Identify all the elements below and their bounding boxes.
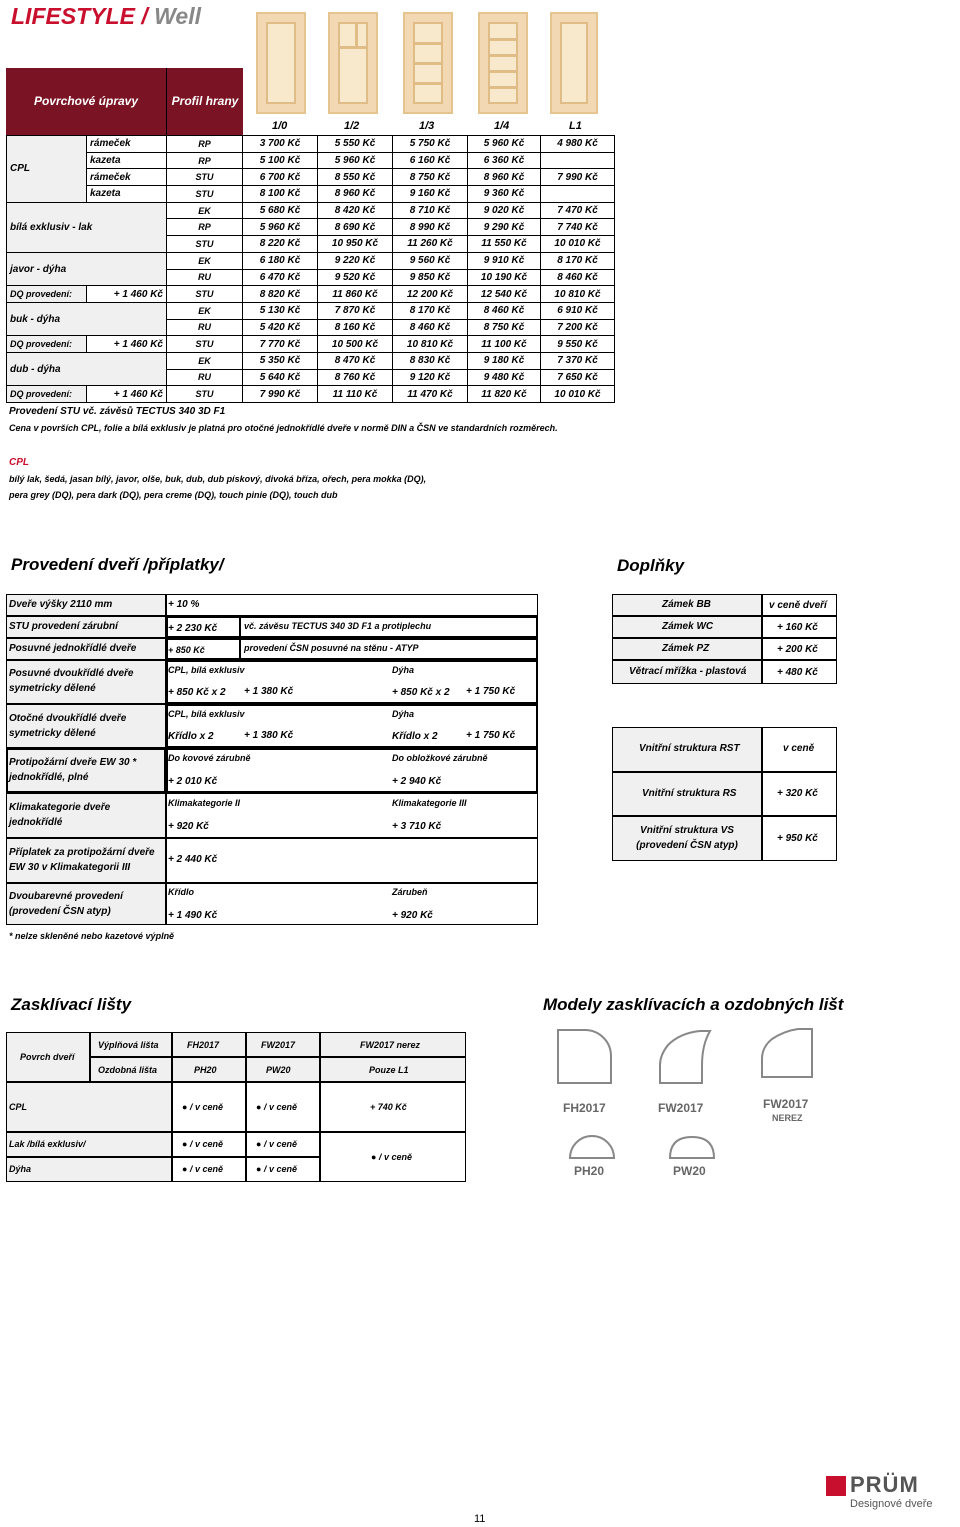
price-cell: 10 810 Kč [393,336,468,353]
model-text: Well [154,3,201,29]
price-cell [541,186,615,203]
price-cell: 6 700 Kč [243,169,318,186]
price-cell: 5 750 Kč [393,136,468,153]
price-cell: 3 700 Kč [243,136,318,153]
prov-r9-a: + 1 490 Kč [168,910,218,921]
title-separator: / [141,3,148,29]
price-cell: 8 760 Kč [318,369,393,386]
price-cell: 8 170 Kč [393,302,468,319]
price-cell: 8 830 Kč [393,352,468,369]
price-cell: 5 640 Kč [243,369,318,386]
doplnky-item-name: Zámek WC [662,621,714,632]
doplnky-item-name: Zámek PZ [662,643,710,654]
pw20-profile-icon [670,1137,714,1158]
price-cell: 11 110 Kč [318,386,393,403]
door-l1-icon [550,12,598,114]
price-note-cpl: Cena v površích CPL, folie a bílá exklusiv je platná pro otočné jednokřídlé dveře v normě DIN a ČSN ve standardních rozměrech. [9,423,558,433]
door-1-4-icon [478,12,528,114]
price-cell: 7 470 Kč [541,202,615,219]
price-cell: 11 860 Kč [318,286,393,303]
modely-label-fwn: FW2017 [763,1097,809,1111]
edge-profile: RU [167,319,243,336]
price-row [7,336,615,353]
col-1-3: 1/3 [419,120,435,132]
price-cell: 8 820 Kč [243,286,318,303]
price-cell: 6 470 Kč [243,269,318,286]
doplnky-table [612,594,837,684]
prov-r3-value: + 850 Kč [168,645,205,655]
door-1-0-icon [256,12,306,114]
lisy-h-ozdob: Ozdobná lišta [98,1065,158,1075]
cpl-title: CPL [9,457,29,468]
price-cell: 5 130 Kč [243,302,318,319]
struktura-name: Vnitřní struktura VS (provedení ČSN atyp) [636,825,738,851]
price-row [7,169,615,186]
prov-r5-a: Křídlo x 2 [168,731,214,742]
price-row [7,202,615,219]
lisy-h-vypln: Výplňová lišta [98,1040,159,1050]
prov-r5-label: Otočné dvoukřídlé dveře symetricky dělené [9,713,127,739]
lisy-c2a: FW2017 [261,1040,296,1050]
price-note-stu: Provedení STU vč. závěsů TECTUS 340 3D F1 [9,406,226,417]
price-row [7,286,615,303]
price-row [7,302,615,319]
doplnky-item-price: + 480 Kč [777,667,818,678]
lisy-row-v1: ● / v ceně [182,1102,223,1112]
prov-r4-label: Posuvné dvoukřídlé dveře symetricky dělené [9,668,134,694]
price-cell: 10 950 Kč [318,236,393,253]
lisy-row-v1: ● / v ceně [182,1139,223,1149]
price-cell: 8 160 Kč [318,319,393,336]
edge-profile: STU [167,186,243,203]
dq-surcharge: + 1 460 Kč [87,336,167,353]
prov-r8-label: Příplatek za protipožární dveře EW 30 v Klimakategorii III [9,847,155,873]
brand-logo [826,1474,956,1520]
price-cell: 8 460 Kč [541,269,615,286]
prov-r7-label: Klimakategorie dveře jednokřídlé [9,802,111,828]
edge-profile: STU [167,386,243,403]
price-cell: 7 870 Kč [318,302,393,319]
price-cell: 6 360 Kč [468,152,541,169]
price-cell: 7 990 Kč [541,169,615,186]
price-cell: 8 710 Kč [393,202,468,219]
lisy-c1a: FH2017 [187,1040,220,1050]
prov-r5-d: + 1 750 Kč [466,730,516,741]
price-row [7,186,615,203]
prov-r4-h1: CPL, bílá exklusiv [168,665,245,675]
price-cell: 11 260 Kč [393,236,468,253]
modely-label-fh: FH2017 [563,1101,606,1115]
price-cell: 6 910 Kč [541,302,615,319]
price-row [7,252,615,269]
struktura-price: v ceně [783,743,815,754]
modely-label-ph: PH20 [574,1164,605,1178]
header-surface: Povrchové úpravy [6,68,166,135]
dq-surcharge: + 1 460 Kč [87,286,167,303]
logo-text: PRÜM [850,1472,919,1497]
lisy-corner: Povrch dveří [20,1052,75,1062]
prov-r7-h2: Klimakategorie III [392,798,467,808]
col-l1: L1 [569,120,582,132]
price-cell: 11 820 Kč [468,386,541,403]
price-cell: 5 100 Kč [243,152,318,169]
prov-r5-c: Křídlo x 2 [392,731,438,742]
price-cell: 7 740 Kč [541,219,615,236]
lisy-row-label: Lak /bílá exklusiv/ [9,1139,86,1149]
price-cell: 10 010 Kč [541,386,615,403]
price-table [6,135,615,403]
prov-r6-a: + 2 010 Kč [168,776,218,787]
price-cell: 5 550 Kč [318,136,393,153]
doplnky-item-name: Zámek BB [662,599,711,610]
price-cell: 10 010 Kč [541,236,615,253]
struktura-name: Vnitřní struktura RST [639,743,740,754]
price-cell: 8 420 Kč [318,202,393,219]
lisy-c3a: FW2017 nerez [360,1040,421,1050]
price-cell: 4 980 Kč [541,136,615,153]
edge-profile: EK [167,302,243,319]
price-cell: 8 460 Kč [468,302,541,319]
col-1-0: 1/0 [272,120,288,132]
price-cell: 12 200 Kč [393,286,468,303]
lisy-table [6,1032,466,1182]
price-cell: 10 500 Kč [318,336,393,353]
lisy-title: Zasklívací lišty [11,995,132,1014]
prov-r9-h2: Zárubeň [392,887,428,897]
struktura-name: Vnitřní struktura RS [642,788,737,799]
edge-profile: STU [167,286,243,303]
price-cell: 8 170 Kč [541,252,615,269]
brand-text: LIFESTYLE [11,3,135,29]
price-cell [541,152,615,169]
price-table-header [6,68,242,135]
provedeni-title: Provedení dveří /příplatky/ [11,555,224,574]
price-cell: 9 160 Kč [393,186,468,203]
edge-profile: RP [167,219,243,236]
price-cell: 5 960 Kč [468,136,541,153]
prov-r1-value: + 10 % [168,599,200,610]
lisy-row-label: CPL [9,1102,27,1112]
group-label: dub - dýha [7,352,167,385]
price-cell: 9 850 Kč [393,269,468,286]
edge-profile: RP [167,136,243,153]
logo-mark-icon [826,1476,846,1496]
edge-profile: STU [167,236,243,253]
price-cell: 5 680 Kč [243,202,318,219]
ph20-profile-icon [570,1136,614,1158]
page-title [11,3,201,30]
price-cell: 7 370 Kč [541,352,615,369]
prov-r1-label: Dveře výšky 2110 mm [9,599,113,610]
prov-r2-note: vč. závěsu TECTUS 340 3D F1 a protiplechu [244,621,432,631]
provedeni-footnote: * nelze skleněné nebo kazetové výplně [9,931,175,941]
lisy-c1b: PH20 [194,1065,217,1075]
lisy-row-v3: + 740 Kč [370,1102,407,1112]
prov-r5-h1: CPL, bílá exklusiv [168,709,245,719]
prov-r4-b: + 1 380 Kč [244,686,294,697]
modely-label-nerez: NEREZ [772,1113,803,1123]
price-cell: 5 960 Kč [318,152,393,169]
page-number: 11 [474,1513,486,1525]
dq-label: DQ provedení: [7,386,87,403]
price-cell: 7 200 Kč [541,319,615,336]
price-cell: 11 470 Kč [393,386,468,403]
group-label: javor - dýha [7,252,167,285]
price-cell: 8 550 Kč [318,169,393,186]
price-cell: 9 360 Kč [468,186,541,203]
price-cell: 9 020 Kč [468,202,541,219]
price-cell: 5 420 Kč [243,319,318,336]
dq-label: DQ provedení: [7,336,87,353]
cpl-line-2: pera grey (DQ), pera dark (DQ), pera creme (DQ), touch pinie (DQ), touch dub [9,490,338,500]
prov-r4-d: + 1 750 Kč [466,686,516,697]
prov-r9-c: + 920 Kč [392,910,433,921]
dq-surcharge: + 1 460 Kč [87,386,167,403]
price-cell: 10 190 Kč [468,269,541,286]
price-cell: 8 990 Kč [393,219,468,236]
cpl-line-1: bílý lak, šedá, jasan bílý, javor, olše, buk, dub, dub pískový, divoká bříza, ořech, pera mokka (DQ), [9,474,427,484]
prov-r4-c: + 850 Kč x 2 [392,687,450,698]
edge-profile: EK [167,352,243,369]
lisy-c2b: PW20 [266,1065,291,1075]
col-1-2: 1/2 [344,120,360,132]
modely-label-pw: PW20 [673,1164,706,1178]
price-cell: 6 180 Kč [243,252,318,269]
prov-r9-label: Dvoubarevné provedení (provedení ČSN atyp) [9,891,123,917]
edge-profile: STU [167,336,243,353]
price-cell: 7 650 Kč [541,369,615,386]
fw2017-nerez-profile-icon [762,1029,812,1077]
sub-label: kazeta [87,152,167,169]
price-cell: 9 220 Kč [318,252,393,269]
sub-label: rámeček [87,169,167,186]
price-cell: 9 120 Kč [393,369,468,386]
price-cell: 9 480 Kč [468,369,541,386]
price-cell: 11 100 Kč [468,336,541,353]
price-cell: 8 750 Kč [468,319,541,336]
edge-profile: STU [167,169,243,186]
modely-label-fw: FW2017 [658,1101,704,1115]
edge-profile: RP [167,152,243,169]
prov-r7-h1: Klimakategorie II [168,798,241,808]
price-row [7,386,615,403]
struktura-price: + 320 Kč [777,788,818,799]
doplnky-item-name: Větrací mřížka - plastová [629,666,747,677]
doplnky-item-price: + 200 Kč [777,644,818,655]
edge-profile: EK [167,202,243,219]
doplnky-item-price: + 160 Kč [777,622,818,633]
price-cell: 9 180 Kč [468,352,541,369]
prov-r8-a: + 2 440 Kč [168,854,218,865]
price-cell: 12 540 Kč [468,286,541,303]
price-cell: 5 350 Kč [243,352,318,369]
prov-r6-label: Protipožární dveře EW 30 * jednokřídlé, plné [9,757,137,783]
fw2017-profile-icon [660,1031,710,1083]
price-row [7,136,615,153]
price-cell: 9 290 Kč [468,219,541,236]
price-row [7,352,615,369]
struktura-table [612,727,837,861]
price-cell: 8 470 Kč [318,352,393,369]
struktura-price: + 950 Kč [777,833,818,844]
doplnky-title: Doplňky [617,556,685,575]
prov-r6-h2: Do obložkové zárubně [392,753,488,763]
provedeni-table [6,594,540,927]
door-1-3-icon [403,12,453,114]
price-row [7,152,615,169]
price-cell: 9 520 Kč [318,269,393,286]
lisy-c3b: Pouze L1 [369,1065,409,1075]
group-label: buk - dýha [7,302,167,335]
price-cell: 9 910 Kč [468,252,541,269]
sub-label: kazeta [87,186,167,203]
price-cell: 5 960 Kč [243,219,318,236]
prov-r3-note: provedení ČSN posuvné na stěnu - ATYP [244,643,419,653]
prov-r7-a: + 920 Kč [168,821,209,832]
price-cell: 8 690 Kč [318,219,393,236]
lisy-row-v2: ● / v ceně [256,1139,297,1149]
sub-label: rámeček [87,136,167,153]
price-cell: 8 100 Kč [243,186,318,203]
price-cell: 9 560 Kč [393,252,468,269]
lisy-row-label: Dýha [9,1164,32,1174]
prov-r9-h1: Křídlo [168,887,194,897]
lisy-row-v2: ● / v ceně [256,1164,297,1174]
price-cell: 8 460 Kč [393,319,468,336]
prov-r7-c: + 3 710 Kč [392,821,442,832]
edge-profile: RU [167,369,243,386]
price-cell: 9 550 Kč [541,336,615,353]
prov-r3-label: Posuvné jednokřídlé dveře [9,643,137,654]
lisy-row-v1: ● / v ceně [182,1164,223,1174]
column-headers [242,118,614,135]
prov-r6-h1: Do kovové zárubně [168,753,251,763]
price-cell: 7 770 Kč [243,336,318,353]
fh2017-profile-icon [558,1030,611,1083]
door-1-2-icon [328,12,378,114]
col-1-4: 1/4 [494,120,510,132]
price-cell: 7 990 Kč [243,386,318,403]
logo-tagline: Designové dveře [850,1498,933,1510]
prov-r2-value: + 2 230 Kč [168,623,218,634]
price-cell: 8 220 Kč [243,236,318,253]
price-cell: 8 960 Kč [468,169,541,186]
price-cell: 10 810 Kč [541,286,615,303]
modely-title: Modely zasklívacích a ozdobných lišt [543,995,844,1014]
prov-r5-b: + 1 380 Kč [244,730,294,741]
price-cell: 8 750 Kč [393,169,468,186]
price-cell: 11 550 Kč [468,236,541,253]
prov-r6-c: + 2 940 Kč [392,776,442,787]
edge-profile: RU [167,269,243,286]
prov-r4-h2: Dýha [392,665,415,675]
prov-r2-label: STU provedení zárubní [9,621,118,632]
group-label: bílá exklusiv - lak [7,202,167,252]
prov-r4-a: + 850 Kč x 2 [168,687,226,698]
prov-r5-h2: Dýha [392,709,415,719]
price-cell: 8 960 Kč [318,186,393,203]
edge-profile: EK [167,252,243,269]
price-cell: 6 160 Kč [393,152,468,169]
dq-label: DQ provedení: [7,286,87,303]
lisy-row-v2: ● / v ceně [256,1102,297,1112]
doplnky-item-price: v ceně dveří [769,600,827,611]
group-label: CPL [7,136,87,203]
header-edge: Profil hrany [166,68,243,135]
lisy-merged: ● / v ceně [371,1152,412,1162]
